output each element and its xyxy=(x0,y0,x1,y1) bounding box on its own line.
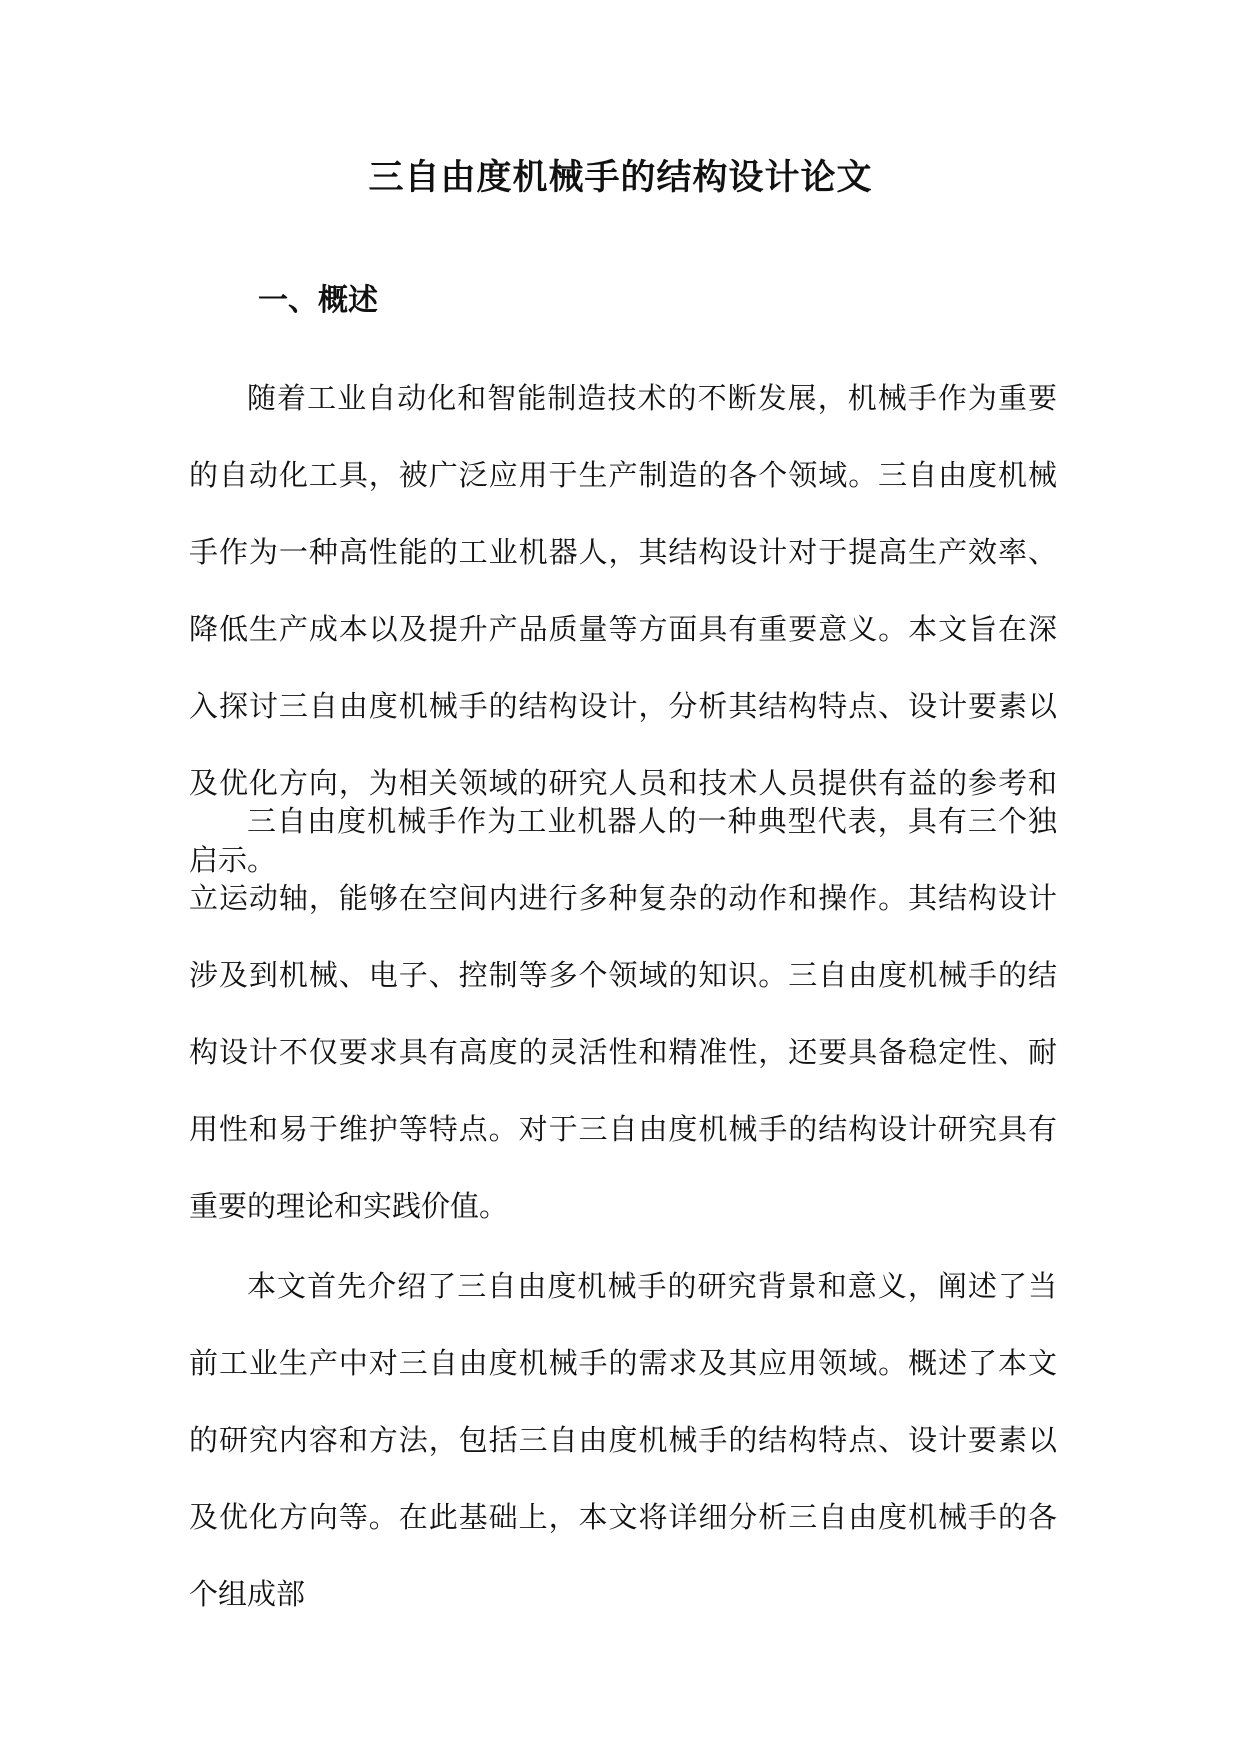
section-heading: 一、概述 xyxy=(258,283,378,318)
paragraph-1: 随着工业自动化和智能制造技术的不断发展，机械手作为重要的自动化工具，被广泛应用于生产制造的各个领域。三自由度机械手作为一种高性能的工业机器人，其结构设计对于提高生产效率、降低生产成本以及提升产品质量等方面具有重要意义。本文旨在深入探讨三自由度机械手的结构设计，分析其结构特点、设计要素以及优化方向，为相关领域的研究人员和技术人员提供有益的参考和启示。 xyxy=(189,381,1057,877)
paragraph-3: 本文首先介绍了三自由度机械手的研究背景和意义，阐述了当前工业生产中对三自由度机械手的需求及其应用领域。概述了本文的研究内容和方法，包括三自由度机械手的结构特点、设计要素以及优化方向等。在此基础上，本文将详细分析三自由度机械手的各个组成部 xyxy=(189,1269,1057,1611)
document-title: 三自由度机械手的结构设计论文 xyxy=(368,158,873,198)
paragraph-2: 三自由度机械手作为工业机器人的一种典型代表，具有三个独立运动轴，能够在空间内进行多种复杂的动作和操作。其结构设计涉及到机械、电子、控制等多个领域的知识。三自由度机械手的结构设计不仅要求具有高度的灵活性和精准性，还要具备稳定性、耐用性和易于维护等特点。对于三自由度机械手的结构设计研究具有重要的理论和实践价值。 xyxy=(189,804,1057,1223)
